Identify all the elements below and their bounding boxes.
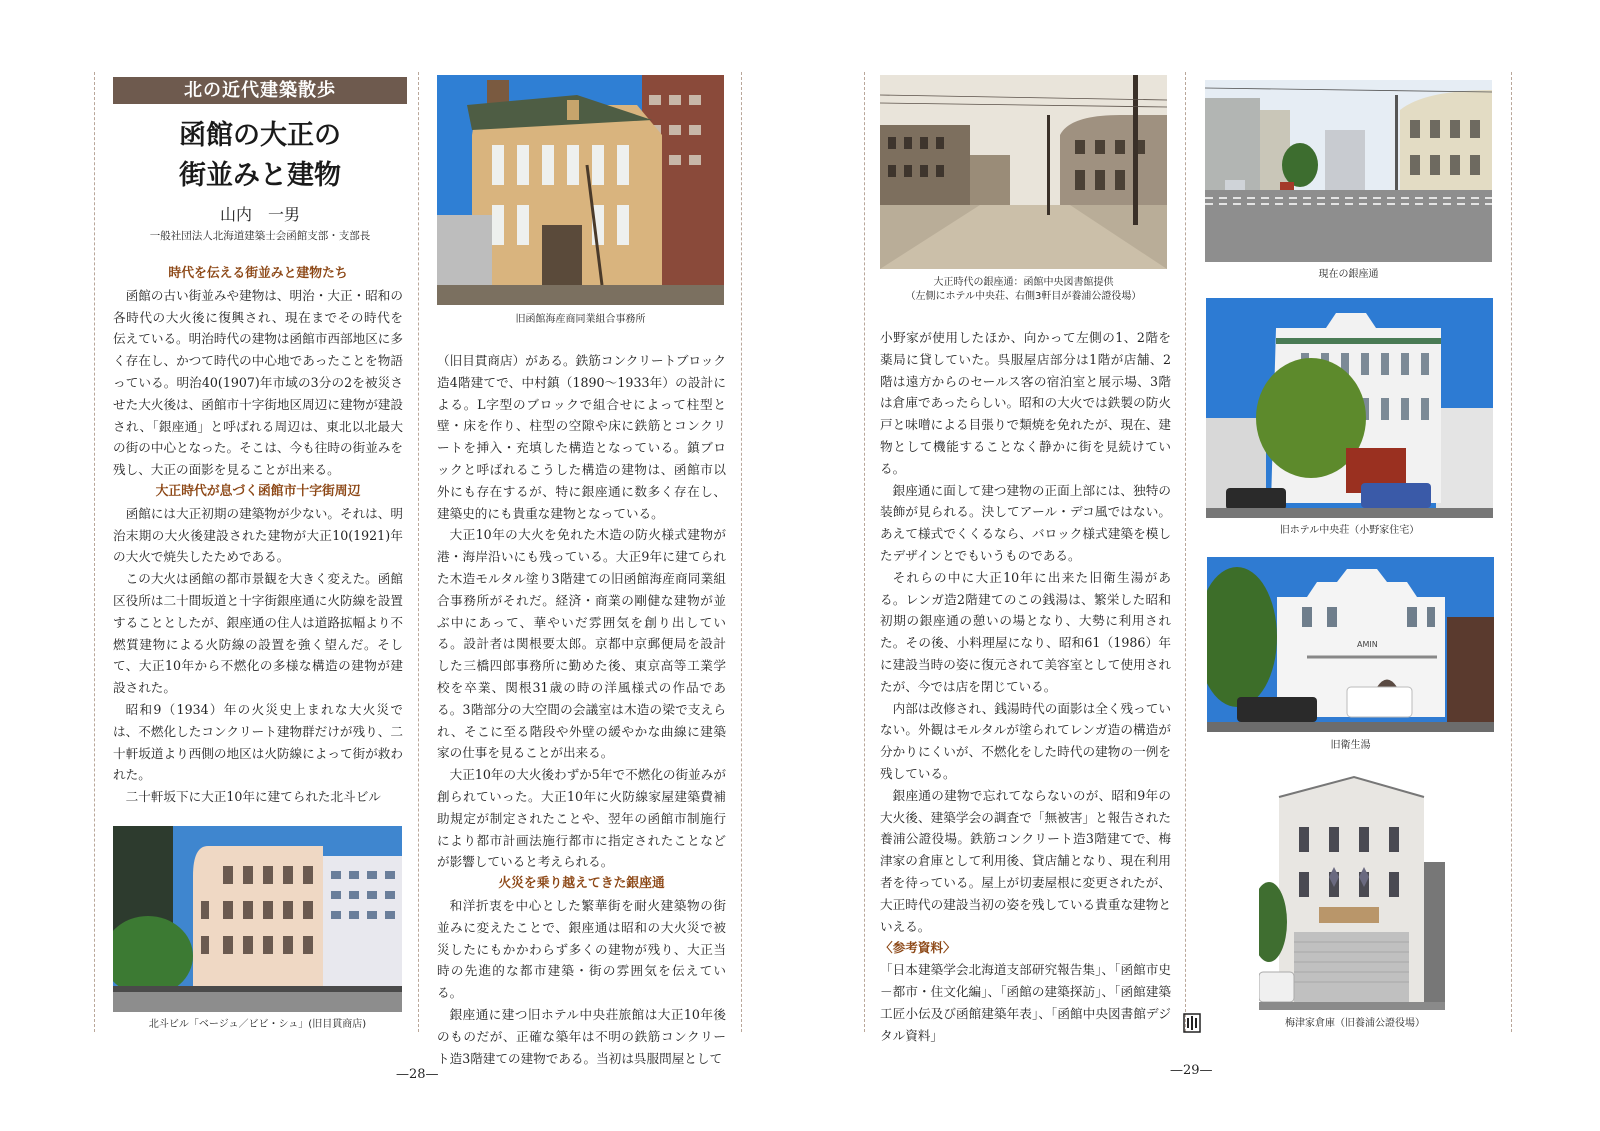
caption-umezu-warehouse: 梅津家倉庫（旧養浦公證役場） [1285, 1018, 1425, 1029]
photo-hotel-chuoso [1206, 298, 1493, 518]
photo-marine-products-office [437, 75, 724, 305]
paragraph: 二十軒坂下に大正10年に建てられた北斗ビル [125, 789, 381, 805]
page-number-left: —28— [396, 1067, 439, 1082]
photo-eiseiyu-bathhouse [1207, 557, 1494, 732]
paragraph: それらの中に大正10年に出来た旧衛生湯がある。レンガ造2階建てのこの銭湯は、繁栄した昭和初期の銀座通の憩いの場となり、大勢に利用された。その後、小料理屋になり、昭和61（1986）年に建設当時の姿に復元されて美容室として使用されたが、今では店を閉じている。 [880, 569, 1171, 694]
references-heading: 〈参考資料〉 [880, 940, 956, 956]
right-column-text [880, 327, 1171, 1046]
right-margin-rule [864, 72, 865, 1032]
caption-hokuto-building: 北斗ビル「ベージュ／ビビ・シュ」(旧目貫商店) [148, 1019, 367, 1030]
paragraph: （旧目貫商店）がある。鉄筋コンクリートブロック造4階建てで、中村鎮（1890～1933年）の設計による。L字型のブロックで組合せによって柱型と壁・床を作り、柱型の空隙や床に鉄筋とコンクリートを挿入・充填した構造となっている。鎮ブロックと呼ばれるこうした構造の建物は、函館市以外にも存在するが、特に銀座通に数多く存在し、建築史的にも貴重な建物となっている。 [437, 353, 726, 521]
left-column-1 [113, 263, 403, 808]
paragraph: この大火は函館の都市景観を大きく変えた。函館区役所は二十間坂道と十字街銀座通に火防線を設置することとしたが、銀座通の住人は道路拡幅より不燃質建物による火防線の設置を強く望んだ。そして、大正10年から不燃化の多様な構造の建物が建設された。 [113, 571, 403, 696]
left-margin-rule [94, 72, 95, 1032]
paragraph: 銀座通に建つ旧ホテル中央荘旅館は大正10年後のものだが、正確な築年は不明の鉄筋コンクリート造3階建ての建物である。当初は呉服問屋として [437, 1006, 726, 1066]
title-line-2: 街並みと建物 [179, 160, 341, 191]
series-title: 北の近代建築散歩 [113, 77, 407, 104]
paragraph: 大正10年の大火を免れた木造の防火様式建物が港・海岸沿いにも残っている。大正9年に建てられた木造モルタル塗り3階建ての旧函館海産商同業組合事務所がそれだ。経済・商業の剛健な建物が並ぶ中にあって、華やいだ雰囲気を創り出している。設計者は関根要太郎。京都中京郵便局を設計した三橋四郎事務所に勤めた後、東京高等工業学校を卒業、関根31歳の時の洋風様式の作品である。3階部分の大空間の会議室は木造の梁で支えられ、そこに至る階段や外壁の緩やかな曲線に建築家の仕事を見ることが出来る。 [437, 527, 726, 761]
column-divider [1185, 72, 1186, 1032]
left-right-margin-rule [741, 72, 742, 1032]
paragraph: 昭和9（1934）年の火災史上まれな大火災では、不燃化したコンクリート建物群だけが残り、二十軒坂道より西側の地区は火防線によって街が救われた。 [113, 701, 403, 783]
photo-ginza-present [1205, 80, 1492, 262]
author-affiliation: 一般社団法人北海道建築士会函館支部・支部長 [149, 230, 371, 242]
paragraph: 内部は改修され、銭湯時代の面影は全く残っていない。外観はモルタルが塗られてレンガ造の構造が分かりにくいが、不燃化をした時代の建物の一例を残している。 [880, 700, 1171, 781]
references-list: 「日本建築学会北海道支部研究報告集」、「函館市史－都市・住文化編」、「函館の建築探訪」、「函館建築工匠小伝及び函館建築年表」、「函館中央図書館デジタル資料」 [880, 962, 1171, 1043]
paragraph: 函館には大正初期の建築物が少ない。それは、明治末期の大火後建設された建物が大正10(1921)年の大火で焼失したためである。 [113, 505, 403, 565]
paragraph: 函館の古い街並みや建物は、明治・大正・昭和の各時代の大火後に復興され、現在までその時代を伝えている。明治時代の建物は函館市西部地区に多く存在し、かつて時代の中心地であったことを物語っている。明治40(1907)年市域の3分の2を被災させた大火後は、函館市十字街地区周辺に建物が建設され、「銀座通」と呼ばれる周辺は、東北以北最大の街の中心となった。そこは、今も往時の街並みを残し、大正の面影を見ることが出来る。 [113, 287, 403, 478]
section-heading-1: 時代を伝える街並みと建物たち [168, 266, 348, 281]
shop-sign: AMIN [1357, 640, 1378, 649]
paragraph: 大正10年の大火後わずか5年で不燃化の街並みが創られていった。大正10年に火防線家屋建築費補助規定が制定されたことや、翌年の函館市制施行により都市計画法施行都市に指定されたことなどが影響していると考えられる。 [437, 767, 726, 870]
caption-line: 大正時代の銀座通：函館中央図書館提供 [933, 277, 1114, 288]
paragraph: 銀座通に面して建つ建物の正面上部には、独特の装飾が見られる。決してアール・デコ風ではない。あえて様式でくくるなら、バロック様式建築を模したデザインとでもいうものである。 [880, 482, 1171, 563]
caption-line: （左側にホテル中央荘、右側3軒目が養浦公證役場） [905, 291, 1142, 302]
caption-ginza-present: 現在の銀座通 [1318, 269, 1379, 280]
title-line-1: 函館の大正の [179, 120, 341, 151]
section-heading-3: 火災を乗り越えてきた銀座通 [498, 876, 665, 892]
caption-hotel-chuoso: 旧ホテル中央荘（小野家住宅） [1279, 525, 1420, 536]
caption-marine-products-office: 旧函館海産商同業組合事務所 [515, 314, 646, 325]
left-column-2 [437, 350, 726, 1069]
paragraph: 銀座通の建物で忘れてならないのが、昭和9年の大火後、建築学会の調査で「無被害」と報告された養浦公證役場。鉄筋コンクリート造3階建てで、梅津家の倉庫として利用後、貸店舗となり、現在利用者を待っている。屋上が切妻屋根に変更されたが、大正時代の建設当初の姿を残している貴重な建物といえる。 [880, 787, 1171, 934]
section-heading-2: 大正時代が息づく函館市十字街周辺 [155, 483, 361, 499]
paragraph: 和洋折衷を中心とした繁華街を耐火建築物の街並みに変えたことで、銀座通は昭和の大火災で被災したにもかかわらず多くの建物が残り、大正当時の先進的な都市建築・街の雰囲気を伝えている。 [437, 897, 726, 1001]
paragraph: 小野家が使用したほか、向かって左側の1、2階を薬局に貸していた。呉服屋店部分は1階が店舗、2階は遠方からのセールス客の宿泊室と展示場、3階は倉庫であったらしい。昭和の大火では鉄製の防火戸と味噌による目張りで類焼を免れたが、現在、建物として機能することなく静かに街を見続けている。 [880, 330, 1171, 476]
photo-ginza-taisho [880, 75, 1167, 269]
column-divider [418, 72, 419, 1032]
page-number-right: —29— [1170, 1063, 1213, 1078]
article-title [113, 116, 407, 196]
caption-eiseiyu-bathhouse: 旧衛生湯 [1330, 740, 1371, 751]
author-name: 山内 一男 [219, 205, 300, 224]
right-right-margin-rule [1511, 72, 1512, 1032]
end-mark-icon [1183, 1013, 1201, 1033]
photo-umezu-warehouse [1259, 772, 1445, 1010]
caption-ginza-taisho [880, 276, 1167, 304]
photo-hokuto-building [113, 826, 402, 1012]
